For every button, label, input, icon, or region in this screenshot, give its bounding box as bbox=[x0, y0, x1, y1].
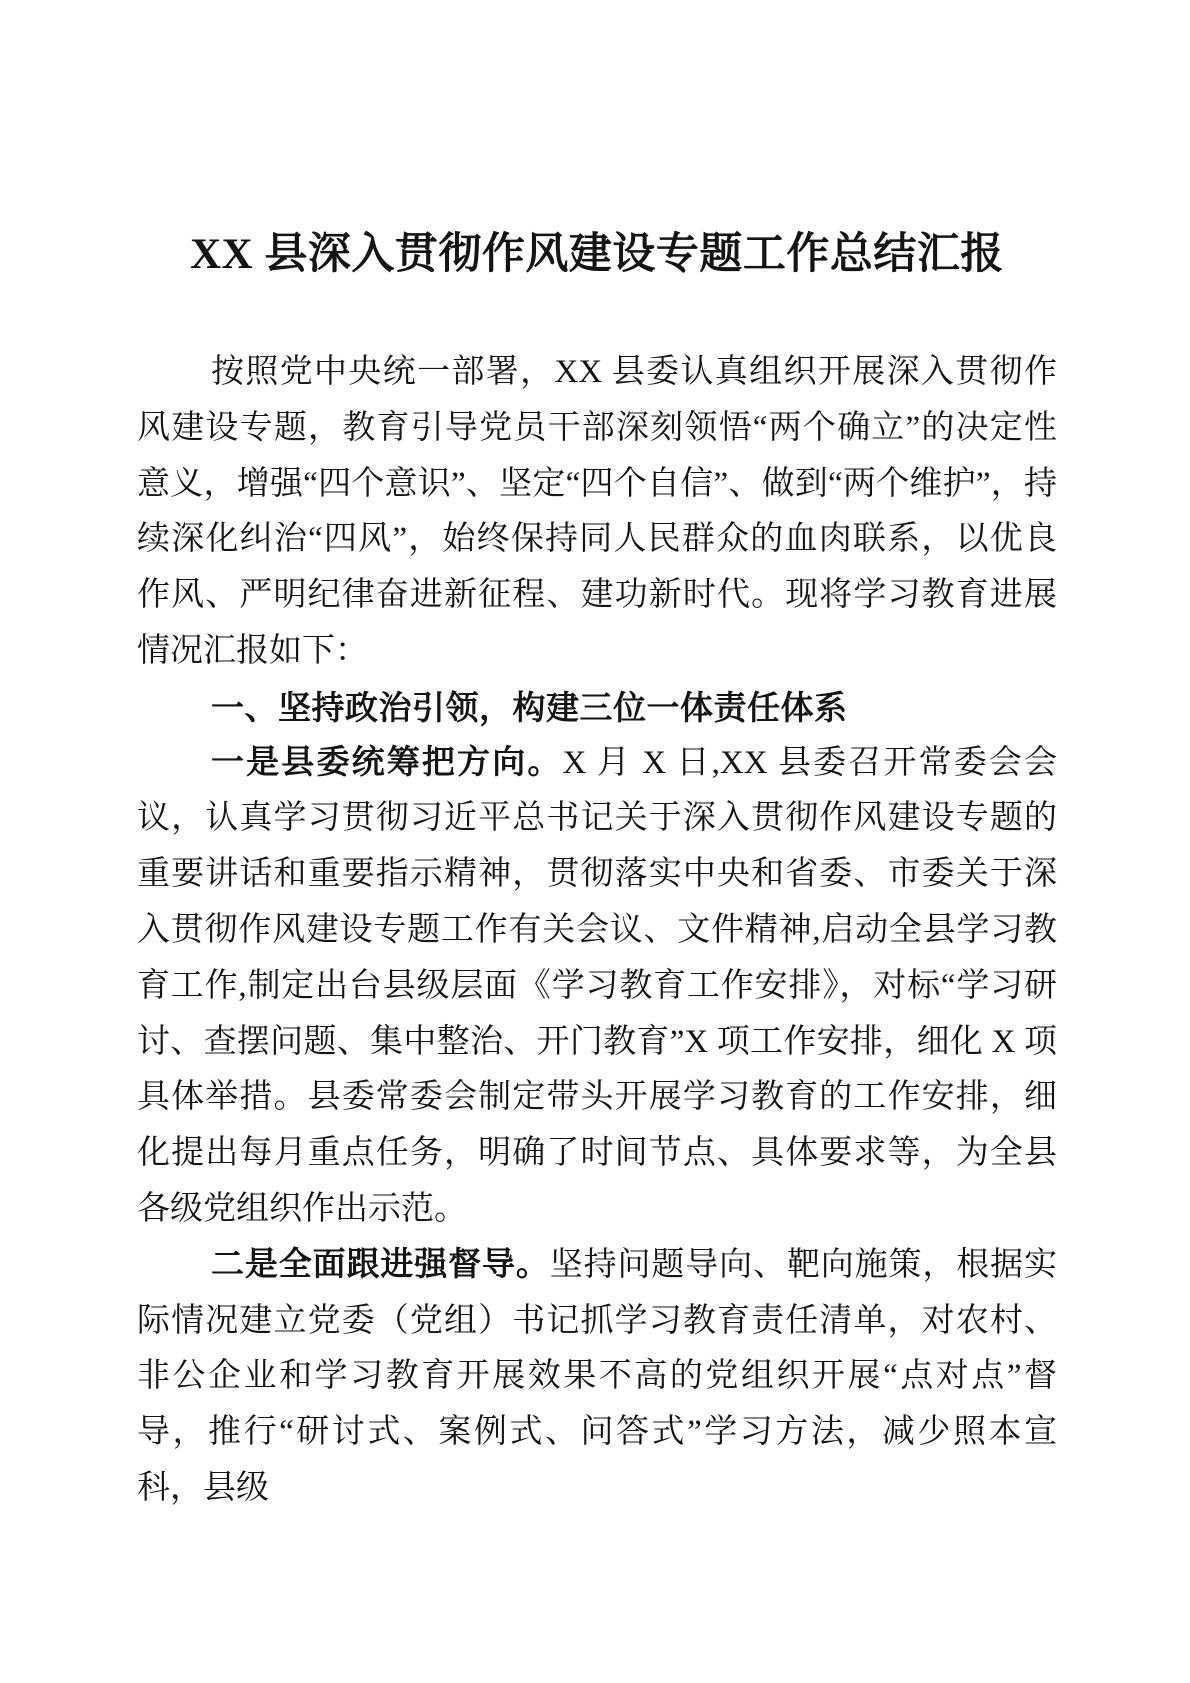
document-content bbox=[137, 229, 1057, 1517]
section-heading-1: 一、坚持政治引领，构建三位一体责任体系 bbox=[211, 688, 848, 726]
document-title: XX 县深入贯彻作风建设专题工作总结汇报 bbox=[190, 231, 1004, 278]
paragraph-point-1-lead: 一是县委统筹把方向。 bbox=[211, 744, 563, 781]
paragraph-point-1 bbox=[137, 736, 1057, 1238]
paragraph-point-2-lead: 二是全面跟进强督导。 bbox=[211, 1246, 550, 1283]
paragraph-point-2 bbox=[137, 1238, 1057, 1517]
paragraph-point-2-text: 坚持问题导向、靶向施策，根据实际情况建立党委（党组）书记抓学习教育责任清单，对农村、非公企业和学习教育开展效果不高的党组织开展“点对点”督导，推行“研讨式、案例式、问答式”学习方法，减少照本宣科，县级 bbox=[137, 1246, 1057, 1506]
intro-paragraph: 按照党中央统一部署，XX 县委认真组织开展深入贯彻作风建设专题，教育引导党员干部深刻领悟“两个确立”的决定性意义，增强“四个意识”、坚定“四个自信”、做到“两个维护”，持续深化纠治“四风”，始终保持同人民群众的血肉联系，以优良作风、严明纪律奋进新征程、建功新时代。现将学习教育进展情况汇报如下： bbox=[137, 354, 1057, 669]
paragraph-point-1-text: X 月 X 日,XX 县委召开常委会会议，认真学习贯彻习近平总书记关于深入贯彻作风建设专题的重要讲话和重要指示精神，贯彻落实中央和省委、市委关于深入贯彻作风建设专题工作有关会议、文件精神,启动全县学习教育工作,制定出台县级层面《学习教育工作安排》，对标“学习研讨、查摆问题、集中整治、开门教育”X 项工作安排，细化 X 项具体举措。县委常委会制定带头开展学习教育的工作安排，细化提出每月重点任务，明确了时间节点、具体要求等，为全县各级党组织作出示范。 bbox=[137, 744, 1058, 1227]
